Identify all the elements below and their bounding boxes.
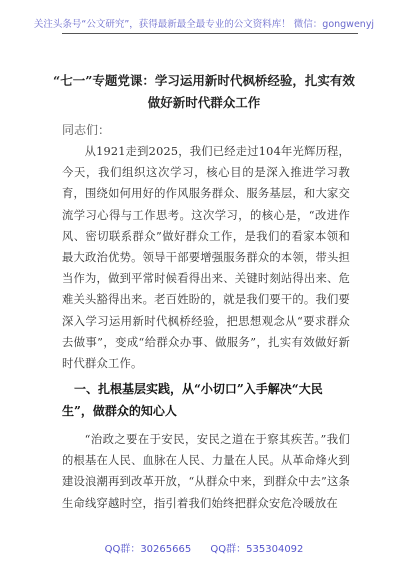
document-title-line-2: 做好新时代群众工作 (147, 95, 261, 110)
document-title-line-1: “七一”专题党课：学习运用新时代枫桥经验，扎实有效 (53, 73, 355, 88)
footer-qq-group-1: QQ群：30265665 (104, 544, 192, 555)
header-note: 关注头条号“公文研究”，获得最新最全最专业的公文资料库！ 微信：gongwenyj (33, 19, 375, 30)
body-paragraph-2: “治政之要在于安民，安民之道在于察其疾苦。”我们的根基在人民、血脉在人民、力量在人民。从革命烽火到建设浪潮再到改革开放，“从群众中来，到群众中去”这条生命线穿越时空，指引着我们始终把群众安危冷暖放在 (62, 433, 350, 510)
header-divider (62, 33, 358, 34)
body-paragraph-1: 从1921走到2025，我们已经走过104年光辉历程，今天，我们组织这次学习，核心目的是深入推进学习教育，围绕如何用好的作风服务群众、服务基层，和大家交流学习心得与工作思考。这次学习，的核心是，“改进作风、密切联系群众”做好群众工作，是我们的看家本领和最大政治优势。领导干部要增强服务群众的本领，带头担当作为，做到平常时候看得出来、关键时刻站得出来、危难关头豁得出来。老百姓盼的，就是我们要干的。我们要深入学习运用新时代枫桥经验，把思想观念从“要求群众去做事”，变成“给群众办事、做服务”，扎实有效做好新时代群众工作。 (62, 145, 350, 371)
footer-qq-group-2: QQ群：535304092 (210, 544, 304, 555)
footer (0, 540, 408, 555)
section-heading-1: 一、扎根基层实践，从“小切口”入手解决“大民生”，做群众的知心人 (62, 382, 323, 418)
salutation: 同志们： (62, 123, 111, 137)
